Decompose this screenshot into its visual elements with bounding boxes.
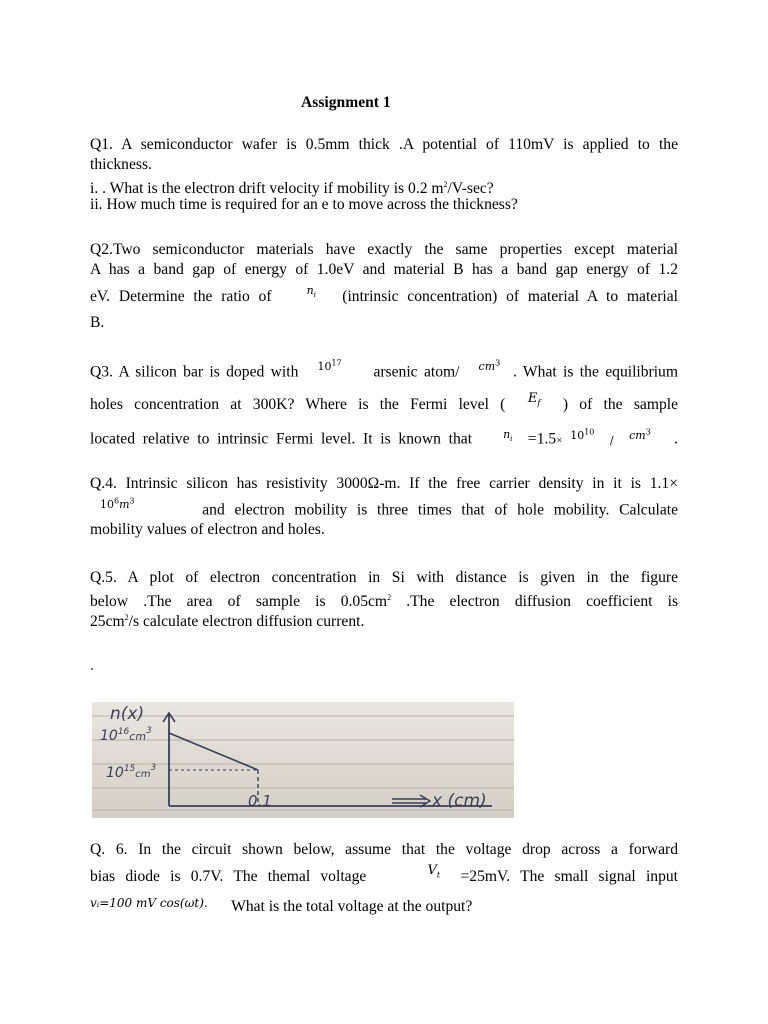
question-3 <box>90 352 678 453</box>
q5-line-3-rest: /s calculate electron diffusion current. <box>128 613 365 631</box>
q4-d-base: 10 <box>100 497 114 511</box>
q4-line-3: mobility values of electron and holes. <box>90 521 325 538</box>
q5-line-2-rest: .The electron diffusion coefficient is <box>391 593 679 611</box>
y-axis-label: n(x) <box>110 704 145 724</box>
q2-ni-symbol <box>306 284 316 300</box>
q1-line-1: Q1. A semiconductor wafer is 0.5mm thick .A potential of 110mV is applied to the <box>90 136 678 153</box>
q3-ni-sub: i <box>510 434 513 443</box>
q3-ten-base: 10 <box>570 428 585 442</box>
q1-line-4: ii. How much time is required for an e to move across the thickness? <box>90 196 518 213</box>
q2-ni-base: n <box>306 284 314 297</box>
q3-line-1-mid: arsenic atom/ <box>373 363 460 381</box>
q3-times: × <box>556 434 563 447</box>
page-title: Assignment 1 <box>301 94 391 111</box>
q4-line-1: Q.4. Intrinsic silicon has resistivity 3000Ω-m. If the free carrier density in it is 1.1× <box>90 475 678 492</box>
q5-line-2-text: below .The area of sample is 0.05cm <box>90 593 388 611</box>
y-high-base: 10 <box>100 728 118 744</box>
q3-line-3-text: located relative to intrinsic Fermi level. It is known that <box>90 430 473 448</box>
q3-line-2-end: ) of the sample <box>562 396 679 413</box>
q6-line-3-text: What is the total voltage at the output? <box>231 898 473 915</box>
q3-ef-sub: f <box>537 398 541 408</box>
q6-vt-base: V <box>427 863 437 878</box>
y-low-unit-exp: 3 <box>150 763 157 773</box>
q3-ni-base: n <box>503 427 511 441</box>
q1-line-2: thickness. <box>90 156 152 173</box>
q3-line-1-text: Q3. A silicon bar is doped with <box>90 363 299 381</box>
y-high-label <box>100 726 152 744</box>
q3-ten-exp: 10 <box>584 427 595 436</box>
q4-line-2-text: and electron mobility is three times that of hole mobility. Calculate <box>202 501 679 519</box>
q5-area-exp: 2 <box>387 593 392 602</box>
q3-cm-base: cm <box>478 359 496 373</box>
q6-line-3 <box>90 890 678 920</box>
q2-line-3-rest: (intrinsic concentration) of material A to material <box>342 288 679 305</box>
q4-density-unit <box>100 498 135 511</box>
q2-line-3 <box>90 284 679 307</box>
q1-line-3-text: i. . What is the electron drift velocity if mobility is 0.2 m <box>90 180 444 198</box>
y-low-label <box>106 763 157 781</box>
q1-line-3-unit: /V-sec? <box>447 180 494 198</box>
question-2 <box>90 240 678 333</box>
q4-d-unit: m <box>119 497 130 511</box>
q3-line-1 <box>90 352 678 388</box>
question-5 <box>90 568 679 631</box>
q4-d-unit-exp: 3 <box>129 496 135 505</box>
q5-line-1: Q.5. A plot of electron concentration in Si with distance is given in the figure <box>90 569 678 586</box>
q3-cm3 <box>479 360 501 373</box>
q6-line-2 <box>90 860 678 890</box>
x-tick-label: 0.1 <box>248 792 272 810</box>
q3-line-2-text: holes concentration at 300K? Where is the Fermi level ( <box>90 396 506 413</box>
q2-line-3-text: eV. Determine the ratio of <box>90 288 272 305</box>
q3-ni-symbol <box>503 428 512 441</box>
q6-line-1: Q. 6. In the circuit shown below, assume that the voltage drop across a forward <box>90 841 678 858</box>
q2-ni-sub: i <box>313 291 316 300</box>
q6-line-2-text: bias diode is 0.7V. The themal voltage <box>90 868 367 885</box>
q4-line-2 <box>90 494 678 520</box>
q3-cm-exp: 3 <box>495 358 501 367</box>
y-low-unit: cm <box>135 769 151 780</box>
q4-d-exp: 6 <box>114 496 120 505</box>
figure-svg <box>92 702 514 818</box>
q3-slash: / <box>609 433 614 447</box>
y-low-base: 10 <box>106 765 124 781</box>
q3-line-3 <box>90 421 678 453</box>
question-1 <box>90 135 678 215</box>
y-high-unit-exp: 3 <box>146 726 152 736</box>
q6-vt-sub: t <box>436 870 441 880</box>
stray-dot <box>91 668 93 670</box>
q3-cm2-base: cm <box>629 428 646 442</box>
q2-line-2: A has a band gap of energy of 1.0eV and material B has a band gap energy of 1.2 <box>90 261 678 278</box>
q3-doping-exp: 17 <box>331 358 342 367</box>
q3-cm3-b <box>629 429 651 442</box>
q6-input-expression: vᵢ=100 mV cos(ωt). <box>90 896 208 910</box>
q3-ef-base: E <box>527 391 538 406</box>
q5-line-2 <box>90 588 679 611</box>
q5-line-3 <box>90 608 678 631</box>
question-6 <box>90 840 678 920</box>
q6-vt-symbol <box>427 863 440 878</box>
q1-exponent: 2 <box>443 180 448 189</box>
concentration-figure <box>92 702 514 818</box>
q3-line-2 <box>90 388 678 421</box>
q3-doping <box>317 360 341 373</box>
q5-diff-exp: 2 <box>124 613 129 622</box>
q3-period: . <box>674 430 679 448</box>
q3-ni-value: =1.5 <box>527 430 557 448</box>
q3-doping-base: 10 <box>317 359 332 373</box>
question-4 <box>90 474 678 540</box>
q3-ten-power <box>570 429 594 442</box>
q3-line-1-end: . What is the equilibrium <box>512 363 678 381</box>
y-high-unit: cm <box>129 730 147 743</box>
q2-line-4: B. <box>90 314 105 331</box>
y-low-exp: 15 <box>123 764 136 774</box>
q3-ef-symbol <box>528 391 540 406</box>
y-high-exp: 16 <box>117 727 130 737</box>
q6-line-2-rest: =25mV. The small signal input <box>460 868 679 885</box>
q5-line-3-text: 25cm <box>90 613 125 631</box>
q1-line-3 <box>90 175 678 198</box>
x-axis-label: x (cm) <box>432 791 487 811</box>
q2-line-1: Q2.Two semiconductor materials have exactly the same properties except material <box>90 241 678 258</box>
q3-cm2-exp: 3 <box>645 427 651 436</box>
